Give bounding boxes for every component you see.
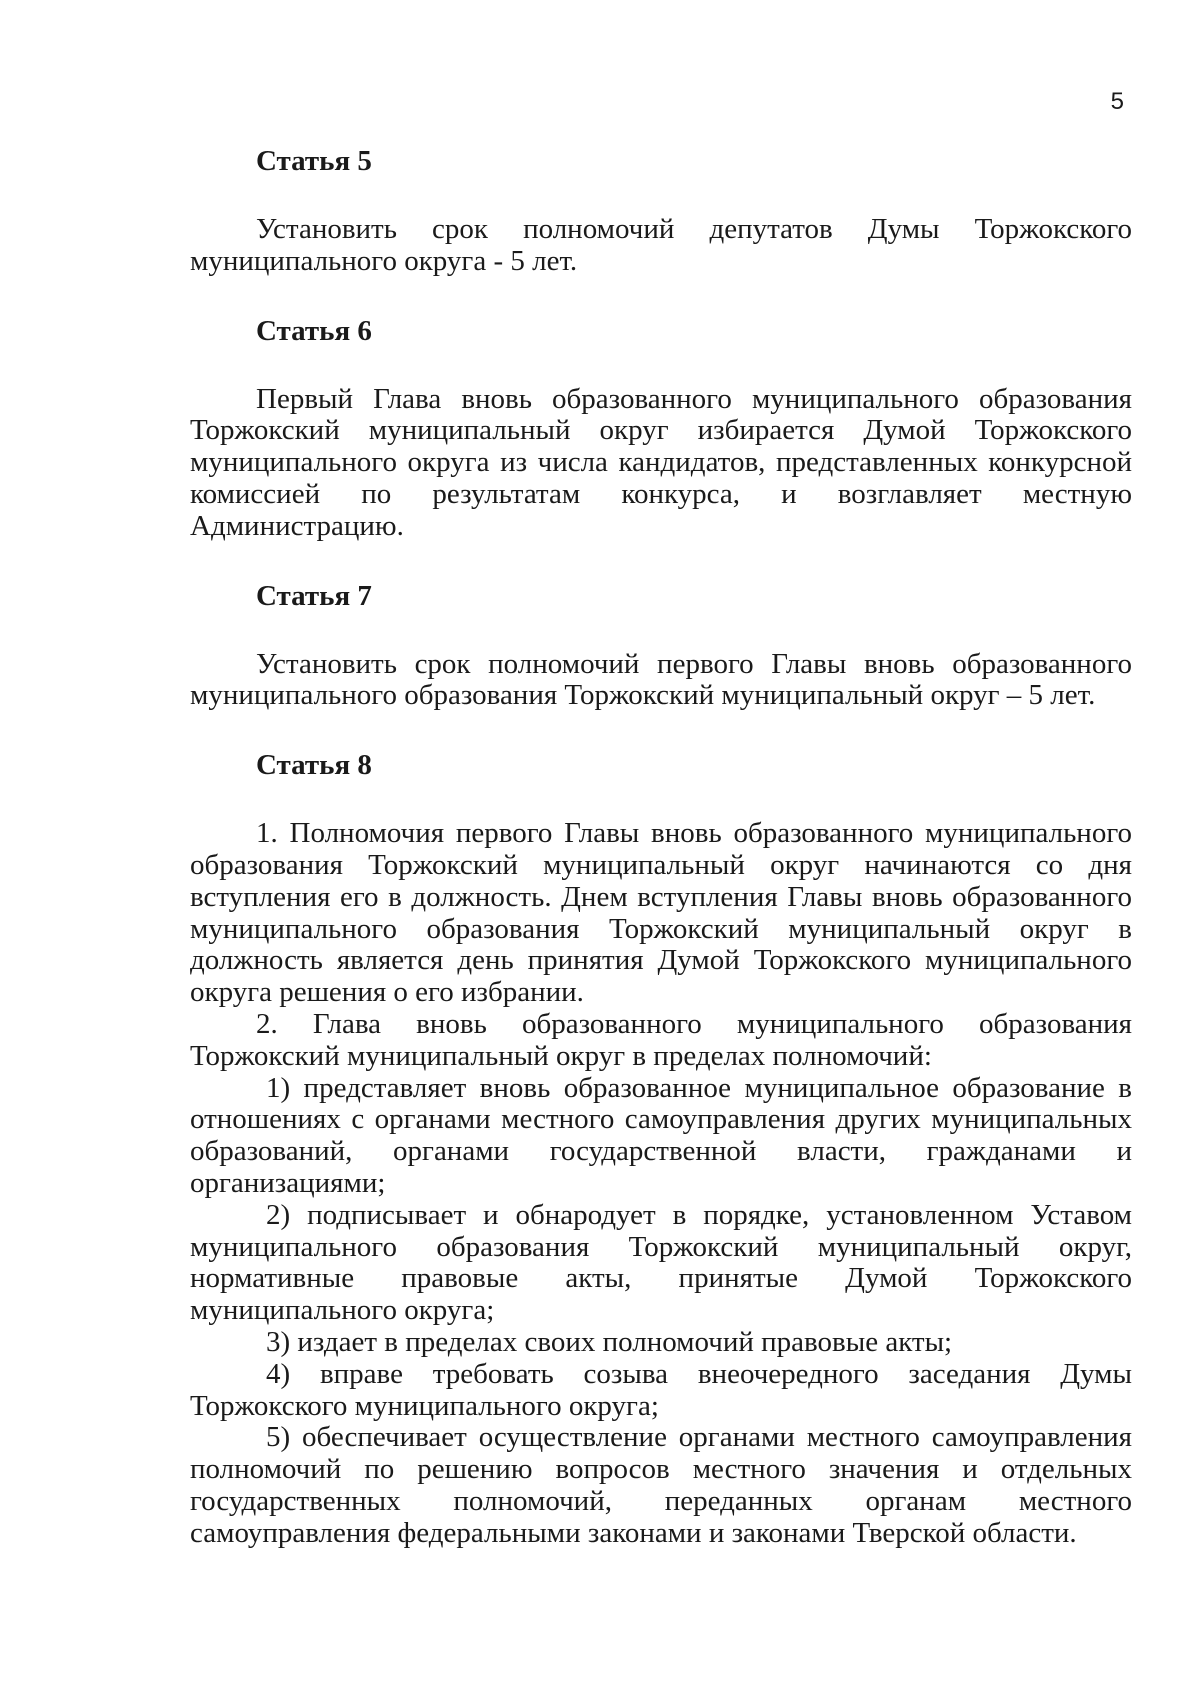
article-paragraph: 2. Глава вновь образованного муниципального образования Торжокский муниципальный округ в пределах полномочий: — [190, 1007, 1132, 1072]
article-title: Статья 7 — [256, 579, 372, 612]
list-item: 3) издает в пределах своих полномочий правовые акты; — [266, 1325, 953, 1358]
page-number: 5 — [1110, 88, 1124, 115]
article-7 — [190, 579, 1132, 713]
article-paragraph: Установить срок полномочий первого Главы вновь образованного муниципального образования Торжокский муниципальный округ – 5 лет. — [190, 647, 1132, 712]
article-title: Статья 8 — [256, 749, 372, 782]
list-item: 5) обеспечивает осуществление органами местного самоуправления полномочий по решению вопросов местного значения и отдельных государственных полномочий, переданных органам местного самоуправления федеральными законами и законами Тверской области. — [190, 1421, 1132, 1549]
document-body — [190, 144, 1132, 1550]
list-item: 1) представляет вновь образованное муниципальное образование в отношениях с органами местного самоуправления других муниципальных образований, органами государственной власти, гражданами и организациями; — [190, 1071, 1132, 1199]
article-6 — [190, 314, 1132, 543]
article-title: Статья 6 — [256, 314, 372, 347]
article-paragraph: Установить срок полномочий депутатов Думы Торжокского муниципального округа - 5 лет. — [190, 213, 1132, 277]
article-8 — [190, 748, 1132, 1549]
article-title: Статья 5 — [256, 145, 372, 177]
list-item: 4) вправе требовать созыва внеочередного заседания Думы Торжокского муниципального округа; — [190, 1357, 1132, 1422]
article-5 — [190, 144, 1132, 278]
list-item: 2) подписывает и обнародует в порядке, установленном Уставом муниципального образования Торжокский муниципальный округ, нормативные правовые акты, принятые Думой Торжокского муниципального округа; — [190, 1198, 1132, 1327]
article-paragraph: 1. Полномочия первого Главы вновь образованного муниципального образования Торжокский муниципальный округ начинаются со дня вступления его в должность. Днем вступления Главы вновь образованного муниципального образования Торжокский муниципальный округ в должность является день принятия Думой Торжокского муниципального округа решения о его избрании. — [190, 817, 1132, 1009]
article-paragraph: Первый Глава вновь образованного муниципального образования Торжокский муниципальный округ избирается Думой Торжокского муниципального округа из числа кандидатов, представленных конкурсной комиссией по результатам конкурса, и возглавляет местную Администрацию. — [190, 382, 1132, 542]
